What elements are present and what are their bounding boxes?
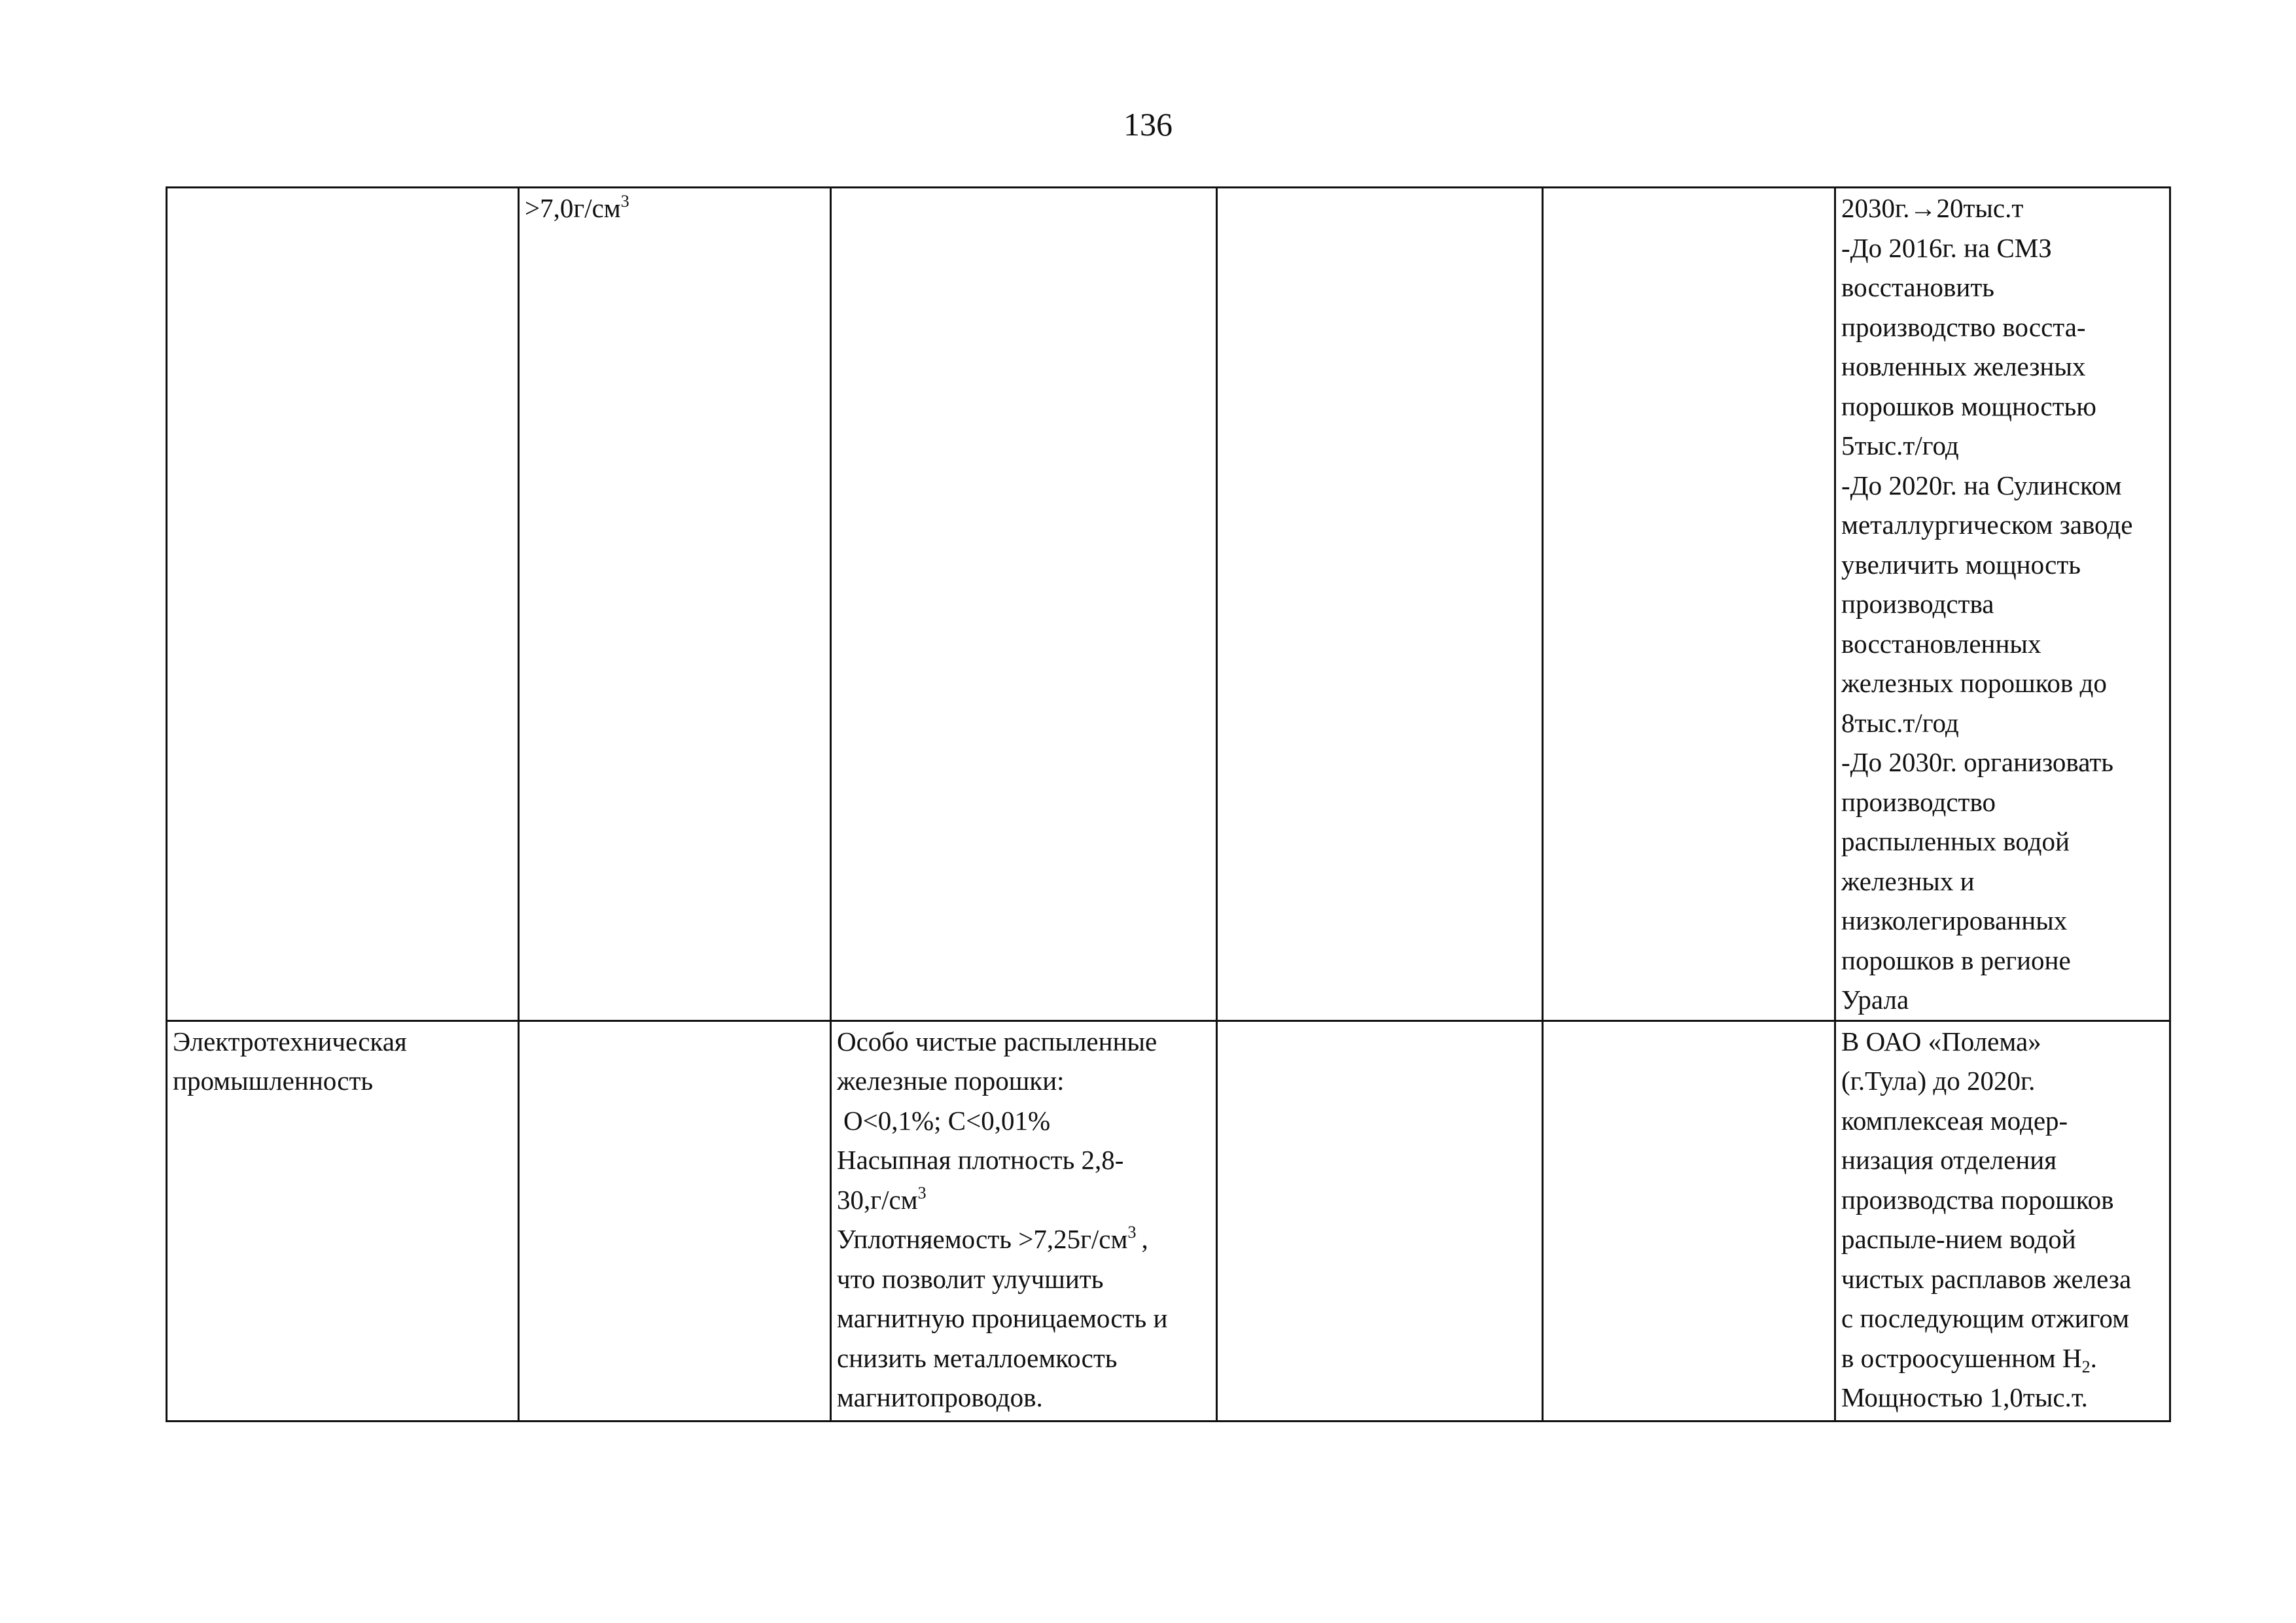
cell-text-line: 5тыс.т/год <box>1841 430 1959 461</box>
cell-text-line: $30,г/см^3$ <box>837 1183 927 1215</box>
cell-text-line: Насыпная плотность 2,8- <box>837 1145 1124 1175</box>
industry-cell <box>167 188 519 1021</box>
cell-text-line: восстановить <box>1841 272 1994 302</box>
cell-text-line: железных и <box>1841 865 1975 896</box>
cell-text-line: $>7,0г/см^3$ <box>525 192 629 223</box>
empty-cell <box>1217 1021 1543 1421</box>
cell-text-line: железные порошки: <box>837 1066 1065 1096</box>
measures-cell <box>1835 188 2170 1021</box>
cell-text-line: распыленных водой <box>1841 826 2070 856</box>
cell-text-line: новленных железных <box>1841 351 2086 381</box>
cell-text-line: увеличить мощность <box>1841 549 2081 580</box>
cell-text-line: снизить металлоемкость <box>837 1342 1118 1373</box>
cell-text-line: производство <box>1841 786 1996 817</box>
cell-text-line: что позволит улучшить <box>837 1263 1104 1294</box>
empty-cell <box>1543 188 1835 1021</box>
powder-cell <box>831 188 1217 1021</box>
cell-text-line: О<0,1%; С<0,01% <box>843 1105 1051 1136</box>
cell-text-line: промышленность <box>173 1066 374 1096</box>
cell-text-line: -До 2020г. на Сулинском <box>1841 470 2122 500</box>
cell-text-line: металлургическом заводе <box>1841 510 2133 540</box>
cell-text-line: 2030г.→20тыс.т <box>1841 193 2024 223</box>
industry-cell <box>167 1021 519 1421</box>
cell-text-line: В ОАО «Полема» <box>1841 1026 2041 1056</box>
cell-text-line: магнитную проницаемость и <box>837 1303 1168 1333</box>
cell-text-line: низация отделения <box>1841 1145 2057 1175</box>
cell-text-line: Особо чистые распыленные <box>837 1026 1157 1056</box>
cell-text-line: (г.Тула) до 2020г. <box>1841 1066 2036 1096</box>
cell-text-line: комплексеая модер- <box>1841 1105 2068 1136</box>
requirement-cell <box>519 1021 831 1421</box>
cell-text-line: в остроосушенном $Н_2$. <box>1841 1342 2097 1376</box>
empty-cell <box>1217 188 1543 1021</box>
cell-text-line: производства <box>1841 589 1994 619</box>
cell-text-line: порошков в регионе <box>1841 945 2071 975</box>
cell-text-line: низколегированных <box>1841 905 2068 935</box>
cell-text-line: с последующим отжигом <box>1841 1303 2130 1333</box>
cell-text-line: Уплотняемость $>7,25г/см^3$ , <box>837 1223 1148 1254</box>
cell-text-line: -До 2030г. организовать <box>1841 747 2113 777</box>
cell-text-line: чистых расплавов железа <box>1841 1263 2132 1294</box>
cell-text-line: Электротехническая <box>173 1026 407 1056</box>
cell-text-line: производство восста- <box>1841 311 2086 342</box>
cell-text-line: -До 2016г. на СМЗ <box>1841 232 2052 263</box>
powder-cell <box>831 1021 1217 1421</box>
cell-text-line: железных порошков до <box>1841 668 2107 698</box>
cell-text-line: распыле-нием водой <box>1841 1224 2076 1254</box>
cell-text-line: восстановленных <box>1841 628 2041 659</box>
empty-cell <box>1543 1021 1835 1421</box>
cell-text-line: магнитопроводов. <box>837 1382 1043 1412</box>
cell-text-line: Мощностью 1,0тыс.т. <box>1841 1382 2088 1412</box>
data-table <box>166 186 2171 1422</box>
measures-cell <box>1835 1021 2170 1421</box>
cell-text-line: Урала <box>1841 985 1909 1015</box>
table-row <box>167 188 2170 1021</box>
table-row <box>167 1021 2170 1421</box>
page-number: 136 <box>1123 106 1173 143</box>
cell-text-line: порошков мощностью <box>1841 391 2096 421</box>
cell-text-line: 8тыс.т/год <box>1841 707 1959 738</box>
requirement-cell <box>519 188 831 1021</box>
cell-text-line: производства порошков <box>1841 1184 2114 1215</box>
